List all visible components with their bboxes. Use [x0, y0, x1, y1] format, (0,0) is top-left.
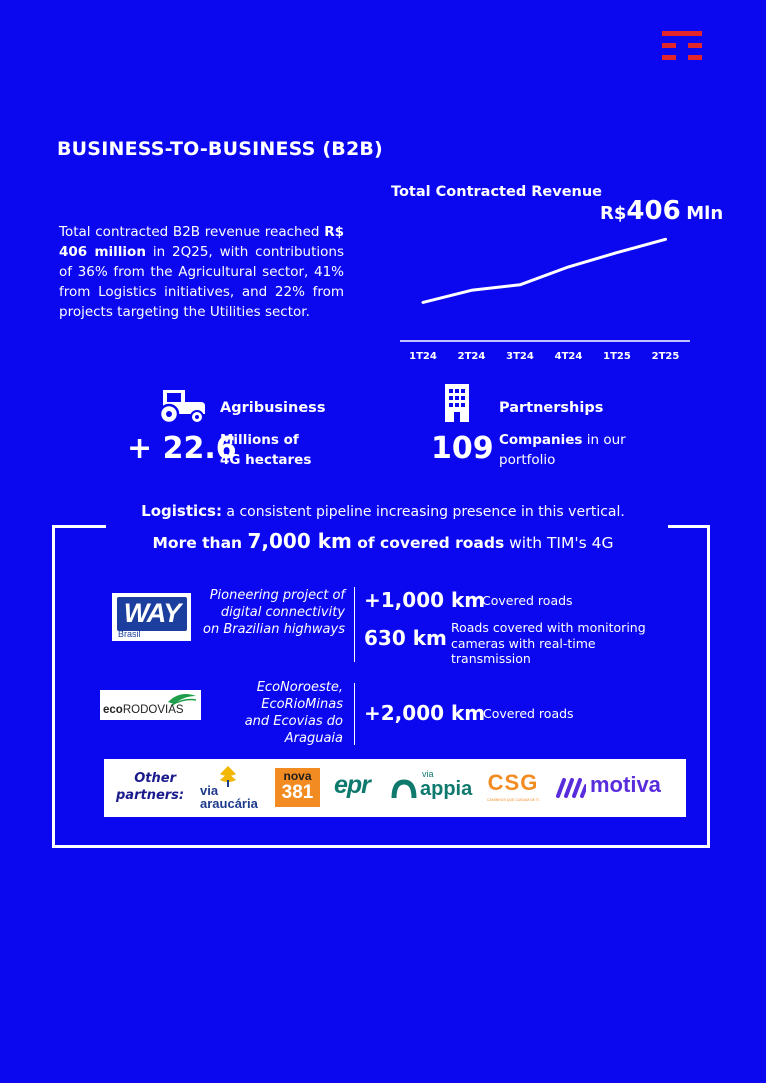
nova-text: nova [283, 769, 312, 783]
intro-text: Total contracted B2B revenue reached R$ 406 million in 2Q25, with contributions of 36% from the Agricultural sector, 41% from Logistics initiatives, and 22% from projects targeting the Utilities sector. [59, 224, 345, 320]
via-araucaria-text-b: araucária [200, 796, 258, 811]
via-araucaria-text-a: via [200, 783, 219, 798]
logistics-lead: Logistics: a consistent pipeline increasing presence in this vertical. [141, 502, 625, 520]
csg-logo [480, 768, 546, 808]
motiva-text: motiva [590, 772, 661, 797]
km-label: Covered roads [483, 706, 574, 721]
partners-strip [104, 759, 686, 817]
way-brasil-logo [112, 593, 191, 641]
agri-desc: Millions of 4G hectares [220, 432, 312, 468]
epr-logo: epr [334, 771, 370, 799]
km-value: +2,000 km [364, 701, 486, 725]
partnerships-title: Partnerships [499, 400, 604, 416]
csg-text: CSG [487, 770, 539, 795]
partnerships-desc: Companies in our portfolio [499, 432, 626, 468]
chart-title: Total Contracted Revenue [391, 184, 603, 200]
revenue-line-chart [390, 225, 700, 370]
x-tick-label: 2T24 [457, 351, 486, 362]
divider [354, 683, 355, 745]
logistics-headline: More than 7,000 km of covered roads with TIM's 4G [152, 529, 614, 553]
partnerships-number: 109 [431, 431, 494, 466]
way-logo-sub: Brasil [118, 629, 141, 639]
chart-headline: R$406 Mln [600, 196, 724, 226]
ecorodovias-logo [100, 690, 201, 720]
csg-tagline: CAMINHOS QUE CUIDAM DE TI [486, 798, 540, 802]
building-icon [444, 383, 470, 423]
km-label: Roads covered with monitoring cameras with real-time transmission [451, 620, 646, 666]
way-logo-text: WAY [123, 598, 181, 628]
appia-text: appia [420, 778, 473, 800]
x-tick-label: 2T25 [651, 351, 680, 362]
agri-title: Agribusiness [220, 400, 326, 416]
km-label: Covered roads [482, 593, 573, 608]
appia-mark-icon [390, 778, 420, 800]
x-tick-label: 4T24 [554, 351, 583, 362]
x-tick-label: 1T24 [409, 351, 437, 362]
partners-label: Other partners: [116, 771, 185, 803]
agri-number: + 22.6 [127, 431, 237, 466]
project-desc: EcoNoroeste, EcoRioMinas and Ecovias do Araguaia [244, 680, 343, 746]
page-title: BUSINESS-TO-BUSINESS (B2B) [57, 138, 383, 160]
via-appia-logo [390, 766, 473, 810]
ecorodovias-wordmark: ecoRODOVIAS [103, 704, 184, 716]
x-tick-label: 3T24 [506, 351, 534, 362]
tractor-icon [155, 386, 207, 424]
appia-via-text: via [422, 769, 434, 779]
via-araucaria-logo [194, 765, 262, 811]
x-tick-label: 1T25 [603, 351, 631, 362]
nova-381-logo [275, 768, 320, 807]
motiva-mark-icon [556, 778, 586, 798]
project-desc: Pioneering project of digital connectivity on Brazilian highways [203, 588, 345, 637]
divider [354, 587, 355, 662]
km-value: +1,000 km [364, 588, 486, 612]
nova-number: 381 [281, 782, 314, 803]
pine-icon [218, 765, 238, 787]
motiva-logo [556, 772, 681, 802]
km-value: 630 km [364, 626, 447, 650]
series-line [423, 239, 666, 302]
